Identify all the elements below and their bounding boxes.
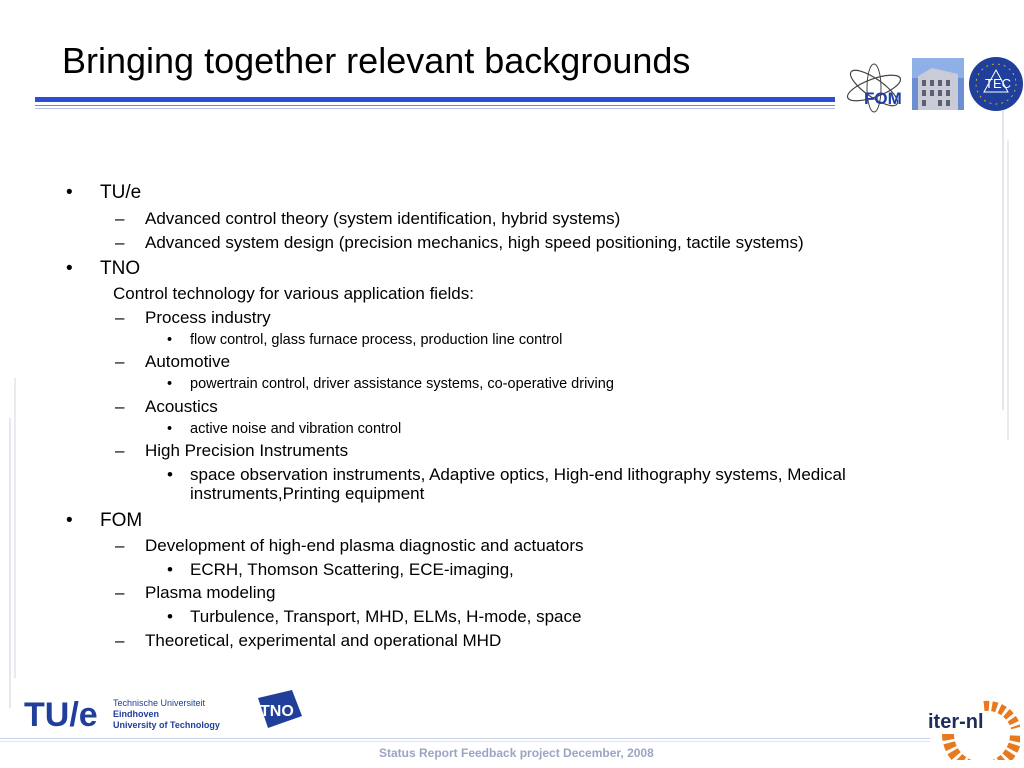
bullet-marker: • [66, 182, 73, 203]
sub-bullet-marker: • [167, 560, 173, 579]
title-rule-thin-2 [35, 108, 835, 109]
fom-plasma-modeling-detail: Turbulence, Transport, MHD, ELMs, H-mode, space [190, 607, 582, 626]
dash-marker: – [115, 441, 125, 460]
tue-item-control-theory: Advanced control theory (system identification, hybrid systems) [145, 209, 621, 228]
fom-plasma-modeling: Plasma modeling [145, 583, 276, 602]
tue-logo-mark: TU/e [24, 696, 98, 734]
iter-nl-logo-text: iter-nl [928, 711, 984, 733]
decorative-lines-right [1002, 110, 1010, 440]
tno-acoustics: Acoustics [145, 397, 218, 416]
tue-logo-line1: Technische Universiteit [113, 698, 206, 708]
bullet-tue: TU/e [100, 182, 142, 203]
iter-nl-logo [928, 694, 1020, 760]
tue-logo [24, 690, 224, 734]
tno-acoustics-detail: active noise and vibration control [190, 421, 402, 437]
tno-automotive: Automotive [145, 352, 231, 371]
sub-bullet-marker: • [167, 607, 173, 626]
dash-marker: – [115, 352, 125, 371]
tec-logo [968, 56, 1024, 112]
sub-bullet-marker: • [167, 376, 173, 392]
fom-logo [842, 62, 912, 114]
dash-marker: – [115, 209, 125, 228]
title-rule-thin [35, 105, 835, 106]
tno-hpi-detail-line2: instruments,Printing equipment [190, 484, 425, 503]
institute-building-image [912, 58, 964, 110]
dash-marker: – [115, 308, 125, 327]
fom-mhd: Theoretical, experimental and operational MHD [145, 631, 502, 650]
bullet-marker: • [66, 510, 73, 531]
tue-item-system-design: Advanced system design (precision mechanics, high speed positioning, tactile systems) [145, 233, 804, 252]
fom-plasma-diagnostics-detail: ECRH, Thomson Scattering, ECE-imaging, [190, 560, 514, 579]
slide-title: Bringing together relevant backgrounds [62, 40, 691, 81]
tno-high-precision: High Precision Instruments [145, 441, 349, 460]
tue-logo-line3: University of Technology [113, 720, 220, 730]
tno-logo-text: TNO [260, 703, 294, 720]
sub-bullet-marker: • [167, 465, 173, 484]
sub-bullet-marker: • [167, 332, 173, 348]
tno-hpi-detail-line1: space observation instruments, Adaptive optics, High-end lithography systems, Medical [190, 465, 846, 484]
footer-rule [0, 738, 930, 739]
footer-rule-2 [0, 741, 930, 742]
dash-marker: – [115, 536, 125, 555]
tno-automotive-detail: powertrain control, driver assistance systems, co-operative driving [190, 376, 614, 392]
tno-process-detail: flow control, glass furnace process, production line control [190, 332, 563, 348]
bullet-tno: TNO [100, 258, 141, 279]
bullet-fom: FOM [100, 510, 143, 531]
title-rule-thick [35, 97, 835, 102]
footer-text: Status Report Feedback project December, 2008 [379, 746, 654, 760]
fom-plasma-diagnostics: Development of high-end plasma diagnostic and actuators [145, 536, 584, 555]
tno-intro: Control technology for various application fields: [113, 284, 474, 303]
tno-process-industry: Process industry [145, 308, 271, 327]
dash-marker: – [115, 233, 125, 252]
bullet-marker: • [66, 258, 73, 279]
tno-logo [250, 686, 306, 732]
tue-logo-line2: Eindhoven [113, 709, 160, 719]
sub-bullet-marker: • [167, 421, 173, 437]
dash-marker: – [115, 631, 125, 650]
decorative-lines-left [8, 378, 20, 708]
fom-logo-text: FOM [864, 89, 902, 108]
dash-marker: – [115, 583, 125, 602]
dash-marker: – [115, 397, 125, 416]
tec-logo-text: TEC [985, 76, 1011, 91]
